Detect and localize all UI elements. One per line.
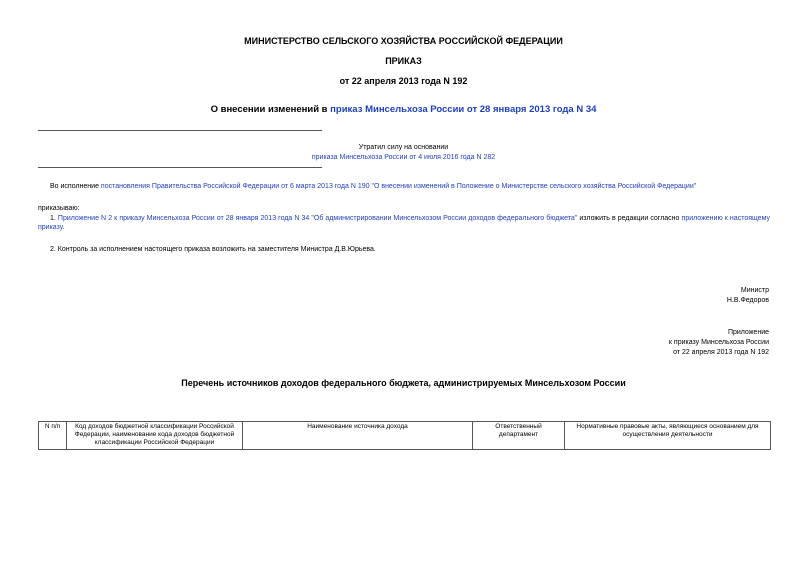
ministry-name: МИНИСТЕРСТВО СЕЛЬСКОГО ХОЗЯЙСТВА РОССИЙСКОЙ ФЕДЕРАЦИИ	[244, 36, 563, 46]
item-1-end: .	[62, 224, 65, 231]
col-legal-acts: Нормативные правовые акты, являющиеся основанием для осуществления деятельности	[565, 422, 771, 450]
government-decree-link[interactable]: постановления Правительства Российской Федерации от 6 марта 2013 года N 190 "О внесении изменений в Положение о Министерстве сельского хозяйства Российской Федерации"	[100, 183, 697, 190]
item-1-number: 1.	[50, 215, 58, 222]
table-header-row	[39, 422, 771, 450]
preamble-prefix: Во исполнение	[50, 183, 101, 190]
appendix-link[interactable]: приложению к настоящему приказу	[38, 215, 770, 231]
appendix2-link[interactable]: Приложение N 2 к приказу Минсельхоза России от 28 января 2013 года N 34 "Об администрировании Минсельхозом России доходов федерального бюджета"	[57, 215, 578, 222]
col-number: N п/п	[39, 422, 67, 450]
col-source-name: Наименование источника дохода	[243, 422, 473, 450]
status-line: Утратил силу на основании	[358, 144, 449, 151]
amended-order-link[interactable]: приказ Минсельхоза России от 28 января 2013 года N 34	[330, 104, 597, 115]
doc-title	[0, 104, 807, 115]
separator-top	[38, 130, 322, 131]
signature-name: Н.В.Федоров	[726, 297, 769, 304]
doc-date-number: от 22 апреля 2013 года N 192	[339, 76, 468, 86]
list-title: Перечень источников доходов федерального бюджета, администрируемых Минсельхозом России	[181, 378, 626, 388]
separator-bottom	[38, 167, 322, 168]
appendix-label: Приложение	[727, 329, 769, 336]
col-department: Ответственный департамент	[473, 422, 565, 450]
item-1-middle: изложить в редакции согласно	[577, 215, 682, 222]
doc-title-prefix: О внесении изменений в	[210, 104, 331, 115]
preamble	[50, 182, 770, 191]
appendix-line-2: к приказу Минсельхоза России	[668, 339, 769, 346]
repeal-order-link[interactable]: приказа Минсельхоза России от 4 июля 2016 года N 282	[311, 154, 496, 161]
col-bcc-code: Код доходов бюджетной классификации Российской Федерации, наименование кода доходов бюджетной классификации Российской Федерации	[67, 422, 243, 450]
order-item-1	[38, 214, 770, 232]
doc-type: ПРИКАЗ	[385, 56, 422, 66]
revenue-sources-table	[38, 421, 771, 450]
order-item-2: 2. Контроль за исполнением настоящего приказа возложить на заместителя Министра Д.В.Юрьева.	[50, 246, 376, 253]
signature-position: Министр	[740, 287, 769, 294]
order-word: приказываю:	[38, 205, 80, 212]
appendix-line-3: от 22 апреля 2013 года N 192	[673, 349, 769, 356]
